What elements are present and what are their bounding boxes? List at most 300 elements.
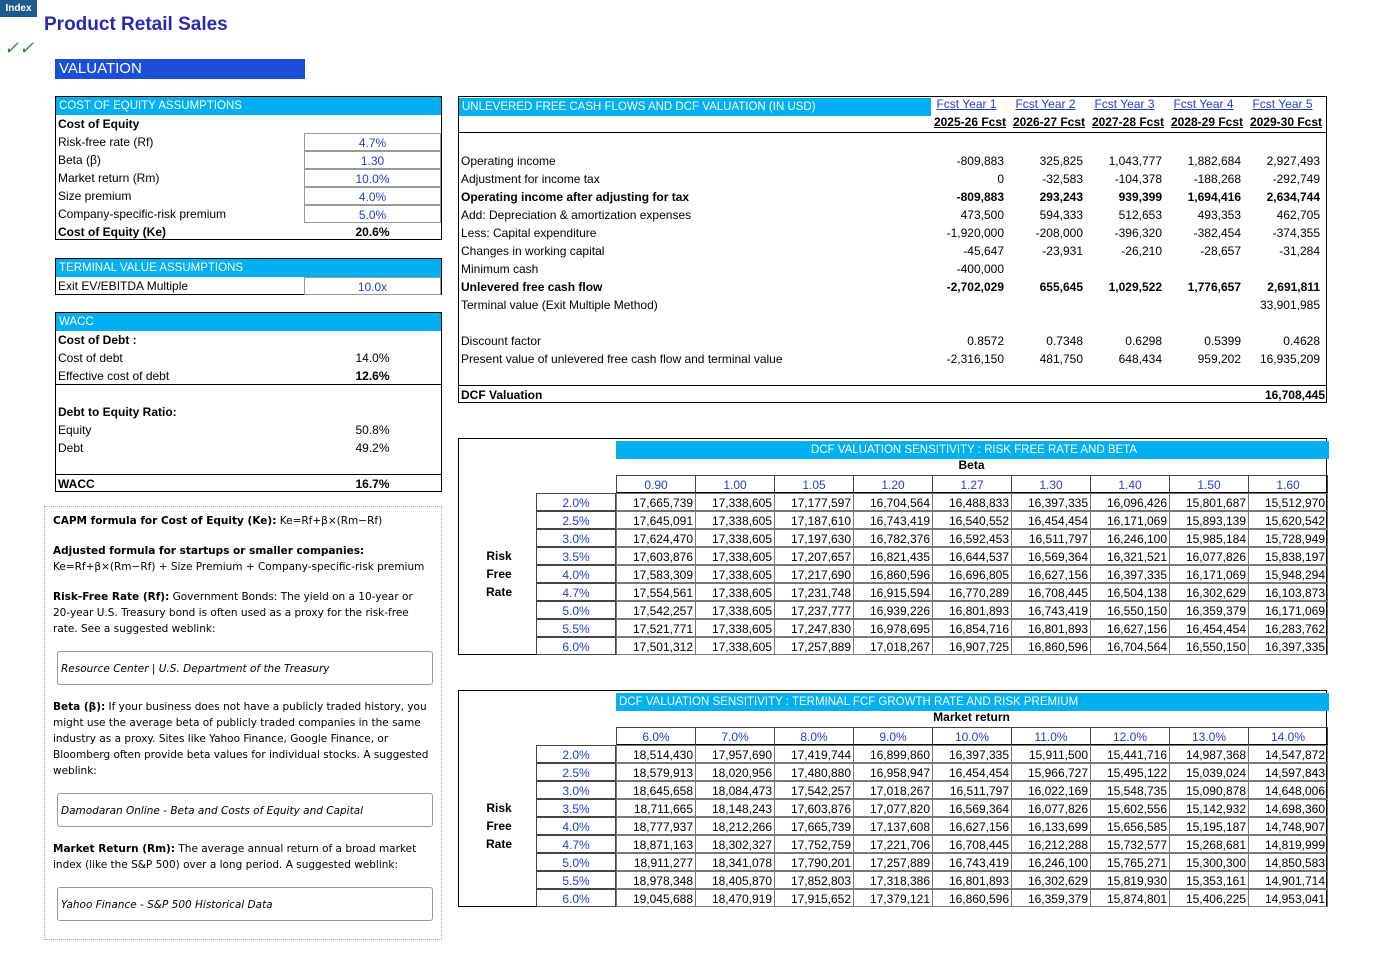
- sensitivity-cell: 17,338,605: [695, 565, 775, 583]
- sensitivity-cell: 16,854,716: [932, 619, 1012, 637]
- column-header: 12.0%: [1090, 727, 1170, 745]
- cost-of-debt-label: Cost of debt: [58, 351, 123, 365]
- index-tab[interactable]: Index: [0, 0, 37, 17]
- dcf-cell: -32,583: [1042, 172, 1083, 186]
- sensitivity-cell: 16,103,873: [1248, 583, 1328, 601]
- sensitivity-cell: 17,077,820: [853, 799, 933, 817]
- sensitivity-cell: 17,221,706: [853, 835, 933, 853]
- coe-total-row: [56, 223, 441, 241]
- sensitivity-cell: 17,338,605: [695, 493, 775, 511]
- sensitivity-cell: 17,645,091: [616, 511, 696, 529]
- page-title: Product Retail Sales: [44, 14, 228, 35]
- sensitivity-cell: 16,770,289: [932, 583, 1012, 601]
- dcf-cell: 16,935,209: [1259, 352, 1320, 366]
- rm-note: Market Return (Rm): The average annual return of a broad market index (like the S&P 500) over a long period. A suggested weblink:: [53, 843, 417, 871]
- row-header: 3.0%: [536, 781, 616, 799]
- row-axis-label: Free: [486, 567, 512, 581]
- sensitivity-cell: 16,077,826: [1169, 547, 1249, 565]
- cost-of-equity-panel: [55, 96, 442, 240]
- coe-total-value: 20.6%: [355, 225, 390, 239]
- dcf-row-label: Less: Capital expenditure: [461, 226, 597, 240]
- dcf-row-label: Present value of unlevered free cash flow and terminal value: [461, 352, 783, 366]
- sensitivity-cell: 15,090,878: [1169, 781, 1249, 799]
- wacc-row: [56, 474, 441, 492]
- sensitivity-cell: 19,045,688: [616, 889, 696, 907]
- sensitivity-cell: 15,656,585: [1090, 817, 1170, 835]
- sensitivity-cell: 18,711,665: [616, 799, 696, 817]
- sensitivity-cell: 16,801,893: [1011, 619, 1091, 637]
- sensitivity-cell: 15,268,681: [1169, 835, 1249, 853]
- dcf-row-label: Discount factor: [461, 334, 542, 348]
- sensitivity-cell: 18,470,919: [695, 889, 775, 907]
- sensitivity-cell: 16,569,364: [1011, 547, 1091, 565]
- sensitivity-cell: 14,850,583: [1248, 853, 1328, 871]
- sensitivity-cell: 15,874,801: [1090, 889, 1170, 907]
- column-header: 10.0%: [932, 727, 1012, 745]
- column-header: 1.00: [695, 475, 775, 493]
- row-header: 5.0%: [536, 853, 616, 871]
- sensitivity-cell: 16,627,156: [1011, 565, 1091, 583]
- column-header: 9.0%: [853, 727, 933, 745]
- sensitivity-cell: 16,708,445: [1011, 583, 1091, 601]
- dcf-cell: 33,901,985: [1259, 298, 1320, 312]
- sensitivity-cell: 17,177,597: [774, 493, 854, 511]
- dcf-cell: 0.4628: [1283, 334, 1320, 348]
- sensitivity-cell: 14,819,999: [1248, 835, 1328, 853]
- dcf-cell: 2,691,811: [1267, 280, 1320, 294]
- sensitivity-cell: 18,645,658: [616, 781, 696, 799]
- sensitivity-cell: 17,752,759: [774, 835, 854, 853]
- row-axis-label: Risk: [486, 801, 512, 815]
- sensitivity-cell: 16,978,695: [853, 619, 933, 637]
- dcf-cell: 939,399: [1118, 190, 1162, 204]
- sensitivity-cell: 18,020,956: [695, 763, 775, 781]
- sensitivity-cell: 16,569,364: [932, 799, 1012, 817]
- sensitivity-cell: 17,338,605: [695, 619, 775, 637]
- dcf-cell: -382,454: [1193, 226, 1241, 240]
- dcf-row-label: Unlevered free cash flow: [461, 280, 603, 294]
- sensitivity-cell: 16,454,454: [932, 763, 1012, 781]
- sensitivity-cell: 18,777,937: [616, 817, 696, 835]
- sensitivity-cell: 16,096,426: [1090, 493, 1170, 511]
- damodaran-link[interactable]: Damodaran Online - Beta and Costs of Equity and Capital: [57, 793, 433, 827]
- row-header: 3.0%: [536, 529, 616, 547]
- sensitivity-cell: 17,338,605: [695, 547, 775, 565]
- column-header: 6.0%: [616, 727, 696, 745]
- coe-row-label: Company-specific-risk premium: [58, 207, 227, 221]
- dcf-cell: 1,043,777: [1108, 154, 1162, 168]
- coe-row-label: Size premium: [58, 189, 132, 203]
- sensitivity-cell: 18,871,163: [616, 835, 696, 853]
- sensitivity-cell: 17,379,121: [853, 889, 933, 907]
- row-header: 4.0%: [536, 817, 616, 835]
- sensitivity-cell: 16,860,596: [1011, 637, 1091, 655]
- dcf-cell: 462,705: [1276, 208, 1320, 222]
- sensitivity-cell: 15,300,300: [1169, 853, 1249, 871]
- sensitivity-cell: 16,488,833: [932, 493, 1012, 511]
- column-header: 11.0%: [1011, 727, 1091, 745]
- sensitivity-cell: 17,852,803: [774, 871, 854, 889]
- row-axis-label: Free: [486, 819, 512, 833]
- rf-note: Risk-Free Rate (Rf): Government Bonds: The yield on a 10-year or 20-year U.S. Treasury bond is often used as a proxy for the risk-free rate. See a suggested weblink:: [53, 591, 413, 635]
- dcf-row-label: Changes in working capital: [461, 244, 605, 258]
- sensitivity-cell: 16,171,069: [1090, 511, 1170, 529]
- sensitivity-cell: 15,602,556: [1090, 799, 1170, 817]
- sensitivity-cell: 17,338,605: [695, 601, 775, 619]
- dcf-cell: 512,653: [1118, 208, 1162, 222]
- dcf-cell: 0.8572: [967, 334, 1004, 348]
- sensitivity-cell: 16,397,335: [1248, 637, 1328, 655]
- row-header: 2.0%: [536, 745, 616, 763]
- sensitivity-cell: 15,801,687: [1169, 493, 1249, 511]
- dcf-row: [461, 188, 1327, 206]
- sensitivity-cell: 14,547,872: [1248, 745, 1328, 763]
- sensitivity-cell: 17,603,876: [774, 799, 854, 817]
- sensitivity-cell: 16,899,860: [853, 745, 933, 763]
- dcf-valuation-label: DCF Valuation: [461, 388, 543, 402]
- notes-panel: [44, 506, 442, 940]
- sensitivity-cell: 14,597,843: [1248, 763, 1328, 781]
- row-header: 3.5%: [536, 799, 616, 817]
- column-header: 0.90: [616, 475, 696, 493]
- treasury-link[interactable]: Resource Center | U.S. Department of the Treasury: [57, 651, 433, 685]
- dcf-row-label: Adjustment for income tax: [461, 172, 600, 186]
- beta-note: Beta (β): If your business does not have a publicly traded history, you might use the average beta of publicly traded companies in the same industry as a proxy. Sites like Yahoo Finance, Google Finance, or Bloomberg often provide beta values for individual stocks. A suggested weblink:: [53, 701, 429, 777]
- sensitivity-growth-risk-premium: [458, 690, 1327, 907]
- coe-input[interactable]: 4.0%: [304, 187, 441, 205]
- sensitivity-cell: 17,521,771: [616, 619, 696, 637]
- sensitivity-cell: 17,338,605: [695, 583, 775, 601]
- row-header: 6.0%: [536, 637, 616, 655]
- effective-debt-value: 12.6%: [355, 369, 390, 383]
- sensitivity-cell: 18,911,277: [616, 853, 696, 871]
- sensitivity-cell: 17,187,610: [774, 511, 854, 529]
- dcf-cell: -809,883: [956, 154, 1004, 168]
- coe-row: [56, 151, 441, 169]
- dcf-cell: 473,500: [960, 208, 1004, 222]
- column-axis-label: Market return: [933, 710, 1010, 724]
- dcf-cell: 655,645: [1039, 280, 1083, 294]
- sensitivity-cell: 17,957,690: [695, 745, 775, 763]
- dcf-valuation-row: [459, 385, 1327, 403]
- dcf-cell: 0.6298: [1125, 334, 1162, 348]
- debt-row: [56, 439, 441, 457]
- dcf-row: [461, 170, 1327, 188]
- sensitivity-risk-free-beta: [458, 438, 1327, 655]
- sensitivity-cell: 15,548,735: [1090, 781, 1170, 799]
- sensitivity-cell: 15,728,949: [1248, 529, 1328, 547]
- sensitivity-cell: 16,321,521: [1090, 547, 1170, 565]
- row-header: 4.0%: [536, 565, 616, 583]
- sensitivity-cell: 16,644,537: [932, 547, 1012, 565]
- dcf-cell: -26,210: [1121, 244, 1162, 258]
- dcf-valuation-value: 16,708,445: [1264, 388, 1325, 402]
- row-axis-label: Rate: [485, 837, 512, 851]
- dcf-cell: -292,749: [1272, 172, 1320, 186]
- coe-input[interactable]: 4.7%: [304, 133, 441, 151]
- sensitivity-cell: 16,511,797: [932, 781, 1012, 799]
- coe-row: [56, 169, 441, 187]
- sensitivity-cell: 15,039,024: [1169, 763, 1249, 781]
- sensitivity-cell: 16,782,376: [853, 529, 933, 547]
- dcf-table: [458, 96, 1327, 403]
- sensitivity-cell: 17,542,257: [616, 601, 696, 619]
- effective-debt-label: Effective cost of debt: [58, 369, 170, 383]
- sensitivity-cell: 16,860,596: [932, 889, 1012, 907]
- sensitivity-cell: 17,790,201: [774, 853, 854, 871]
- dcf-row: [461, 278, 1327, 296]
- sensitivity-cell: 17,338,605: [695, 529, 775, 547]
- sensitivity-cell: 18,978,348: [616, 871, 696, 889]
- dcf-cell: 959,202: [1197, 352, 1241, 366]
- check-icon: ✓✓: [4, 38, 35, 58]
- sensitivity-cell: 15,985,184: [1169, 529, 1249, 547]
- sensitivity-cell: 14,901,714: [1248, 871, 1328, 889]
- sensitivity-cell: 16,550,150: [1090, 601, 1170, 619]
- row-header: 5.5%: [536, 619, 616, 637]
- column-header: 14.0%: [1248, 727, 1328, 745]
- dcf-cell: -28,657: [1200, 244, 1241, 258]
- sensitivity-cell: 16,592,453: [932, 529, 1012, 547]
- debt-label: Debt: [58, 441, 84, 455]
- sensitivity-cell: 16,801,893: [932, 601, 1012, 619]
- fiscal-year-header: 2025-26 Fcst: [933, 115, 1006, 129]
- sensitivity-cell: 16,821,435: [853, 547, 933, 565]
- sensitivity-cell: 18,405,870: [695, 871, 775, 889]
- dcf-cell: 0.7348: [1046, 334, 1083, 348]
- sensitivity-cell: 18,212,266: [695, 817, 775, 835]
- dcf-row: [461, 224, 1327, 242]
- terminal-value-panel: [55, 258, 442, 295]
- sensitivity-cell: 15,441,716: [1090, 745, 1170, 763]
- sensitivity-cell: 17,257,889: [853, 853, 933, 871]
- sensitivity-cell: 18,148,243: [695, 799, 775, 817]
- sensitivity-cell: 15,765,271: [1090, 853, 1170, 871]
- sensitivity-cell: 16,860,596: [853, 565, 933, 583]
- coe-row: [56, 133, 441, 151]
- dcf-cell: -396,320: [1114, 226, 1162, 240]
- sensitivity-cell: 16,708,445: [932, 835, 1012, 853]
- sensitivity-cell: 17,554,561: [616, 583, 696, 601]
- sensitivity-cell: 17,231,748: [774, 583, 854, 601]
- sensitivity-cell: 16,302,629: [1011, 871, 1091, 889]
- sensitivity-cell: 16,627,156: [1090, 619, 1170, 637]
- sensitivity-cell: 18,514,430: [616, 745, 696, 763]
- row-axis-label: Rate: [485, 585, 512, 599]
- sensitivity-cell: 17,247,830: [774, 619, 854, 637]
- sensitivity-cell: 15,911,500: [1011, 745, 1091, 763]
- forecast-year-header: Fcst Year 1: [936, 97, 997, 111]
- sensitivity-cell: 16,246,100: [1090, 529, 1170, 547]
- sensitivity-cell: 17,197,630: [774, 529, 854, 547]
- sensitivity-cell: 16,511,797: [1011, 529, 1091, 547]
- wacc-label: WACC: [58, 477, 95, 491]
- capm-note: CAPM formula for Cost of Equity (Ke): Ke=Rf+β×(Rm−Rf): [53, 515, 383, 527]
- sensitivity-cell: 17,137,608: [853, 817, 933, 835]
- sensitivity-cell: 18,084,473: [695, 781, 775, 799]
- sensitivity-cell: 18,302,327: [695, 835, 775, 853]
- coe-subheader: Cost of Equity: [58, 117, 140, 131]
- coe-input[interactable]: 10.0%: [304, 169, 441, 187]
- fiscal-year-header: 2028-29 Fcst: [1170, 115, 1243, 129]
- forecast-year-header: Fcst Year 4: [1173, 97, 1234, 111]
- dcf-cell: 493,353: [1197, 208, 1241, 222]
- sensitivity-cell: 17,665,739: [774, 817, 854, 835]
- cost-of-debt-value: 14.0%: [355, 351, 390, 365]
- dcf-cell: -188,268: [1193, 172, 1241, 186]
- sensitivity-cell: 14,987,368: [1169, 745, 1249, 763]
- row-header: 6.0%: [536, 889, 616, 907]
- sensitivity-cell: 15,142,932: [1169, 799, 1249, 817]
- coe-row-label: Market return (Rm): [58, 171, 160, 185]
- wacc-panel: [55, 312, 442, 492]
- sensitivity-cell: 15,195,187: [1169, 817, 1249, 835]
- column-header: 13.0%: [1169, 727, 1249, 745]
- column-header: 1.50: [1169, 475, 1249, 493]
- sensitivity-cell: 14,648,006: [1248, 781, 1328, 799]
- dcf-cell: 481,750: [1039, 352, 1083, 366]
- sensitivity-cell: 17,018,267: [853, 781, 933, 799]
- sensitivity-cell: 16,696,805: [932, 565, 1012, 583]
- forecast-year-header: Fcst Year 5: [1252, 97, 1313, 111]
- sensitivity-cell: 18,341,078: [695, 853, 775, 871]
- dcf-row-label: Minimum cash: [461, 262, 539, 276]
- sensitivity-cell: 16,743,419: [853, 511, 933, 529]
- sensitivity-cell: 17,624,470: [616, 529, 696, 547]
- wacc-header: WACC: [56, 313, 441, 331]
- dcf-cell: 594,333: [1039, 208, 1083, 222]
- dcf-row: [461, 350, 1327, 368]
- sensitivity-title: DCF VALUATION SENSITIVITY : TERMINAL FCF GROWTH RATE AND RISK PREMIUM: [616, 693, 1329, 711]
- sensitivity-cell: 16,171,069: [1169, 565, 1249, 583]
- dcf-row-label: Operating income: [461, 154, 556, 168]
- sensitivity-cell: 17,501,312: [616, 637, 696, 655]
- sensitivity-cell: 16,550,150: [1169, 637, 1249, 655]
- sensitivity-cell: 16,454,454: [1011, 511, 1091, 529]
- effective-debt-row: [56, 367, 441, 385]
- row-header: 5.5%: [536, 871, 616, 889]
- sensitivity-cell: 16,958,947: [853, 763, 933, 781]
- sensitivity-cell: 15,495,122: [1090, 763, 1170, 781]
- column-header: 1.30: [1011, 475, 1091, 493]
- dcf-cell: -23,931: [1042, 244, 1083, 258]
- wacc-value: 16.7%: [355, 477, 390, 491]
- coe-row: [56, 205, 441, 223]
- tv-label: Exit EV/EBITDA Multiple: [58, 279, 189, 293]
- row-header: 2.0%: [536, 493, 616, 511]
- dcf-cell: -374,355: [1272, 226, 1320, 240]
- dcf-cell: -2,702,029: [946, 280, 1004, 294]
- dcf-cell: 0: [997, 172, 1004, 186]
- sensitivity-cell: 16,504,138: [1090, 583, 1170, 601]
- coe-row-label: Beta (β): [58, 153, 101, 167]
- dcf-row: [461, 152, 1327, 170]
- sensitivity-cell: 16,022,169: [1011, 781, 1091, 799]
- sensitivity-cell: 14,748,907: [1248, 817, 1328, 835]
- dcf-cell: 1,882,684: [1187, 154, 1241, 168]
- sensitivity-cell: 17,237,777: [774, 601, 854, 619]
- equity-label: Equity: [58, 423, 92, 437]
- dcf-cell: -208,000: [1035, 226, 1083, 240]
- fiscal-year-header: 2027-28 Fcst: [1091, 115, 1164, 129]
- sensitivity-cell: 15,819,930: [1090, 871, 1170, 889]
- dcf-cell: -2,316,150: [946, 352, 1004, 366]
- forecast-year-header: Fcst Year 2: [1015, 97, 1076, 111]
- sensitivity-cell: 17,603,876: [616, 547, 696, 565]
- coe-header: COST OF EQUITY ASSUMPTIONS: [56, 97, 441, 115]
- sensitivity-cell: 17,257,889: [774, 637, 854, 655]
- row-axis-label: Risk: [486, 549, 512, 563]
- sensitivity-cell: 17,018,267: [853, 637, 933, 655]
- dcf-row: [461, 260, 1327, 278]
- sensitivity-cell: 15,893,139: [1169, 511, 1249, 529]
- sensitivity-cell: 16,801,893: [932, 871, 1012, 889]
- exit-multiple-input[interactable]: 10.0x: [304, 277, 441, 295]
- sensitivity-cell: 16,743,419: [932, 853, 1012, 871]
- sensitivity-cell: 14,698,360: [1248, 799, 1328, 817]
- sensitivity-cell: 17,419,744: [774, 745, 854, 763]
- cost-of-debt-header: Cost of Debt :: [58, 333, 137, 347]
- sensitivity-cell: 15,732,577: [1090, 835, 1170, 853]
- coe-input[interactable]: 1.30: [304, 151, 441, 169]
- sensitivity-cell: 16,133,699: [1011, 817, 1091, 835]
- sensitivity-cell: 15,406,225: [1169, 889, 1249, 907]
- sensitivity-cell: 17,542,257: [774, 781, 854, 799]
- coe-total-label: Cost of Equity (Ke): [58, 225, 166, 239]
- sensitivity-cell: 17,480,880: [774, 763, 854, 781]
- sensitivity-cell: 16,704,564: [1090, 637, 1170, 655]
- dcf-cell: 325,825: [1039, 154, 1083, 168]
- sensitivity-cell: 16,397,335: [1090, 565, 1170, 583]
- sensitivity-cell: 17,217,690: [774, 565, 854, 583]
- dcf-row: [461, 206, 1327, 224]
- column-header: 1.40: [1090, 475, 1170, 493]
- dcf-row: [461, 242, 1327, 260]
- dcf-cell: 293,243: [1039, 190, 1083, 204]
- sensitivity-cell: 17,338,605: [695, 637, 775, 655]
- dcf-cell: -1,920,000: [946, 226, 1004, 240]
- dcf-cell: 2,927,493: [1266, 154, 1320, 168]
- row-header: 4.7%: [536, 583, 616, 601]
- sensitivity-cell: 14,953,041: [1248, 889, 1328, 907]
- sensitivity-cell: 16,454,454: [1169, 619, 1249, 637]
- sensitivity-cell: 16,359,379: [1011, 889, 1091, 907]
- sensitivity-cell: 15,512,970: [1248, 493, 1328, 511]
- coe-input[interactable]: 5.0%: [304, 205, 441, 223]
- yahoo-finance-link[interactable]: Yahoo Finance - S&P 500 Historical Data: [57, 887, 433, 921]
- dcf-cell: 648,434: [1118, 352, 1162, 366]
- sensitivity-cell: 15,948,294: [1248, 565, 1328, 583]
- row-header: 2.5%: [536, 763, 616, 781]
- sensitivity-cell: 16,540,552: [932, 511, 1012, 529]
- sensitivity-cell: 17,915,652: [774, 889, 854, 907]
- dcf-cell: -809,883: [956, 190, 1004, 204]
- column-header: 1.60: [1248, 475, 1328, 493]
- fiscal-year-header: 2026-27 Fcst: [1012, 115, 1085, 129]
- column-header: 7.0%: [695, 727, 775, 745]
- sensitivity-cell: 17,665,739: [616, 493, 696, 511]
- dcf-cell: -45,647: [963, 244, 1004, 258]
- dcf-title: UNLEVERED FREE CASH FLOWS AND DCF VALUATION (IN USD): [459, 98, 931, 116]
- sensitivity-title: DCF VALUATION SENSITIVITY : RISK FREE RATE AND BETA: [616, 441, 1329, 459]
- dcf-cell: -104,378: [1114, 172, 1162, 186]
- sensitivity-cell: 16,077,826: [1011, 799, 1091, 817]
- dcf-cell: 1,029,522: [1108, 280, 1162, 294]
- sensitivity-cell: 16,171,069: [1248, 601, 1328, 619]
- sensitivity-cell: 16,359,379: [1169, 601, 1249, 619]
- equity-value: 50.8%: [355, 423, 390, 437]
- dcf-cell: -31,284: [1279, 244, 1320, 258]
